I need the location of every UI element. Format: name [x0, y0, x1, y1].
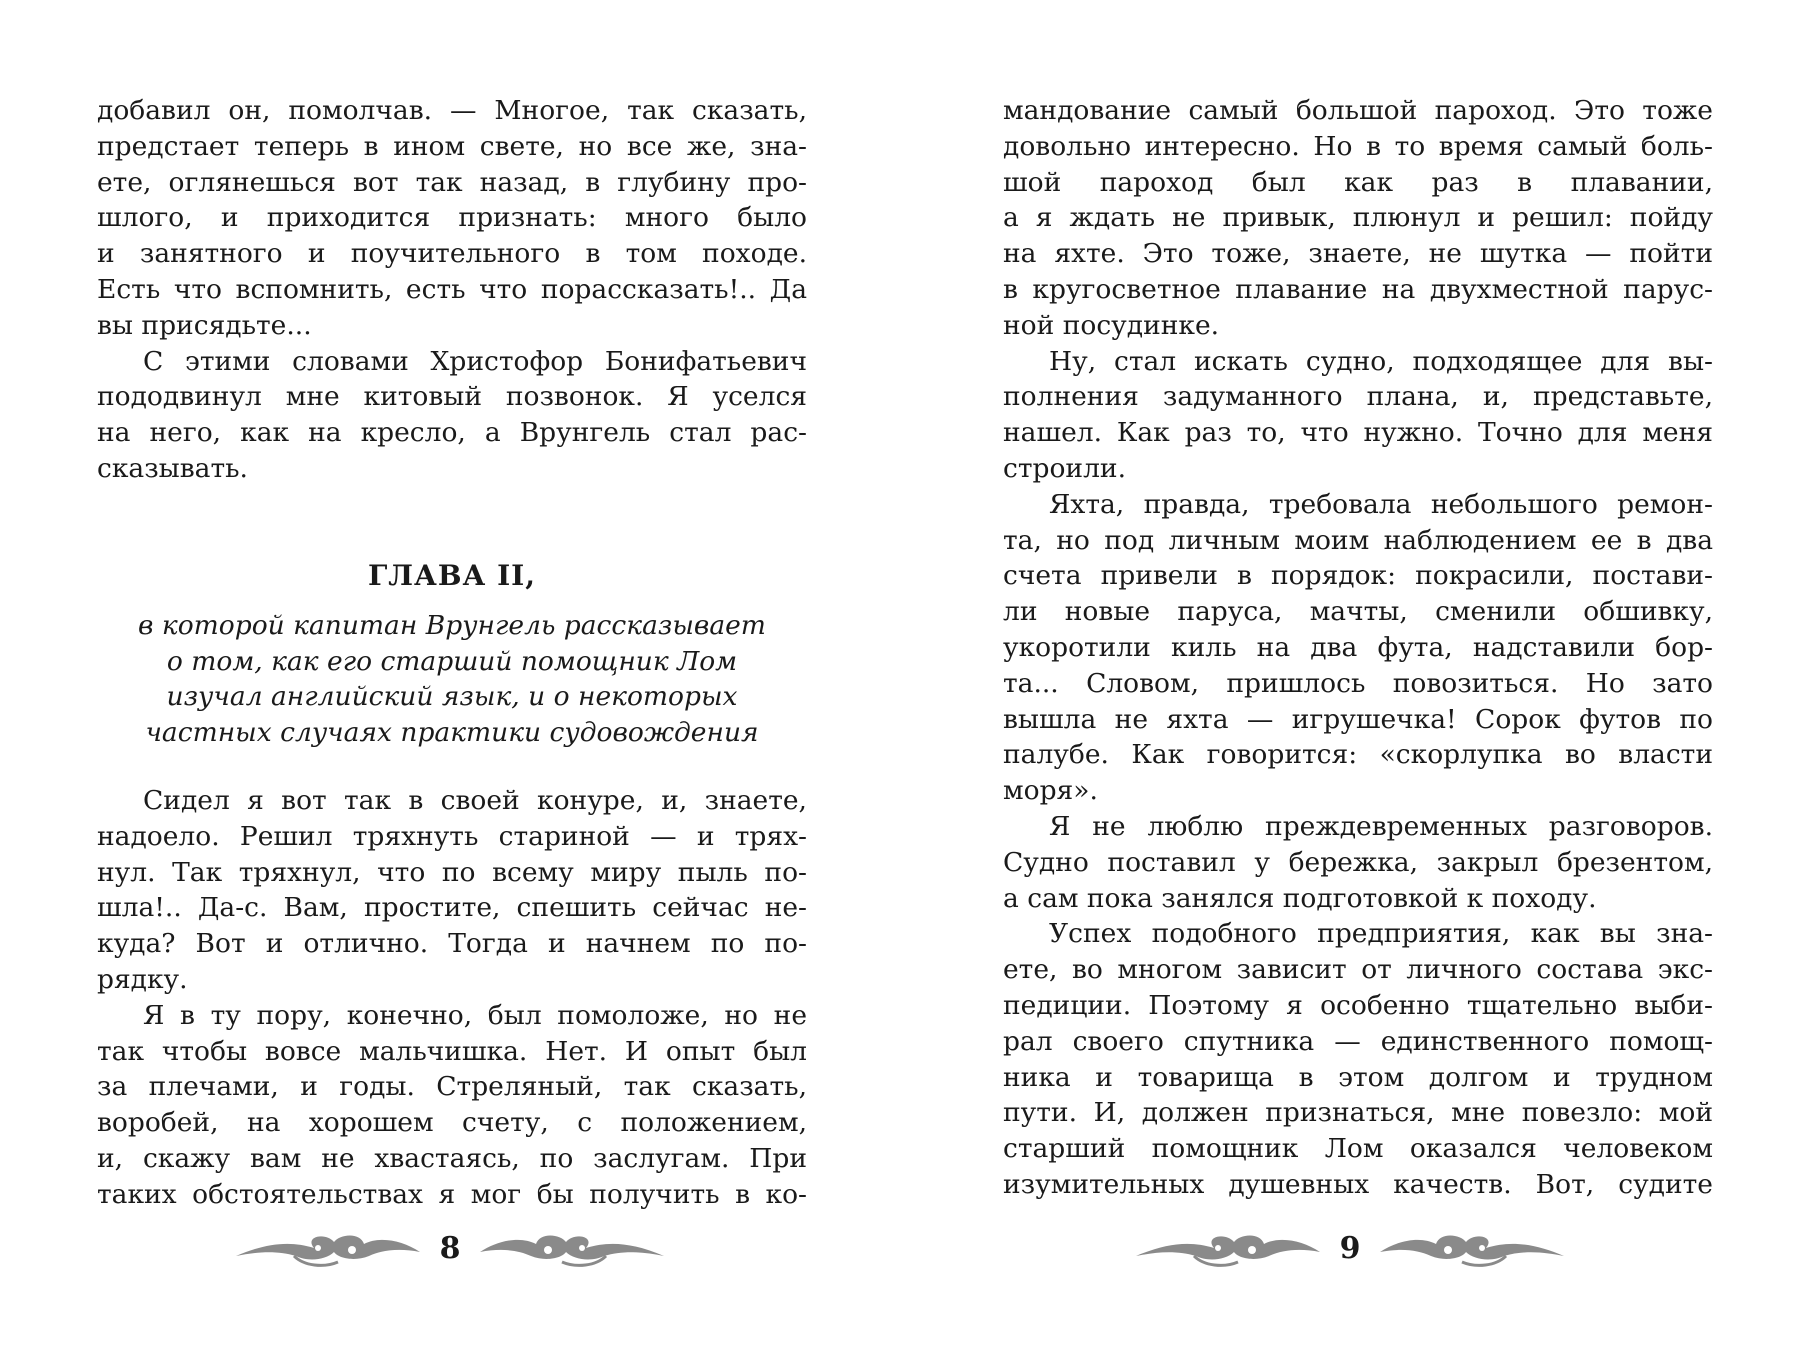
- text-line: и, скажу вам не хвастаясь, по заслугам. При: [97, 1142, 807, 1174]
- right-paragraphs: [1003, 93, 1713, 1203]
- chapter-subtitle-line: о том, как его старший помощник Лом: [166, 645, 738, 677]
- text-line: ете, во многом зависит от личного состава экс-: [1003, 954, 1713, 986]
- text-line: Успех подобного предприятия, как вы зна-: [1049, 918, 1713, 950]
- text-line: воробей, на хорошем счету, с положением,: [97, 1107, 807, 1139]
- text-line: моря».: [1003, 775, 1098, 807]
- page-number: 8: [439, 1230, 461, 1266]
- text-line: за плечами, и годы. Стреляный, так сказать,: [97, 1071, 807, 1103]
- ornament-left-icon: [234, 1226, 424, 1270]
- text-line: куда? Вот и отлично. Тогда и начнем по по-: [97, 928, 807, 960]
- text-line: шой пароход был как раз в плавании,: [1003, 166, 1713, 198]
- chapter-subtitle-line: частных случаях практики судовождения: [145, 717, 759, 749]
- text-line: на яхте. Это тоже, знаете, не шутка — пойти: [1003, 238, 1713, 270]
- text-line: Я в ту пору, конечно, был помоложе, но не: [143, 999, 807, 1031]
- text-line: Я не люблю преждевременных разговоров.: [1049, 810, 1713, 842]
- text-line: шла!.. Да-с. Вам, простите, спешить сейчас не-: [97, 892, 807, 924]
- text-line: полнения задуманного плана, и, представьте,: [1003, 381, 1713, 413]
- text-line: вышла не яхта — игрушечка! Сорок футов по: [1003, 703, 1713, 735]
- text-line: С этими словами Христофор Бонифатьевич: [143, 345, 807, 377]
- right-page-footer: [900, 1223, 1800, 1273]
- left-paragraphs-top: [97, 93, 807, 487]
- ornament-right-icon: [476, 1226, 666, 1270]
- chapter-subtitle-line: изучал английский язык, и о некоторых: [166, 681, 738, 713]
- text-line: счета привели в порядок: покрасили, постави-: [1003, 560, 1713, 592]
- text-line: Есть что вспомнить, есть что порассказать!.. Да: [97, 273, 807, 305]
- text-line: нул. Так тряхнул, что по всему миру пыль по-: [97, 856, 807, 888]
- text-line: Судно поставил у бережка, закрыл брезентом,: [1003, 846, 1713, 878]
- text-line: нашел. Как раз то, что нужно. Точно для меня: [1003, 417, 1713, 449]
- text-line: та, но под личным моим наблюдением ее в два: [1003, 524, 1713, 556]
- right-page: [900, 0, 1800, 1349]
- text-line: та... Словом, пришлось повозиться. Но зато: [1003, 667, 1713, 699]
- text-line: довольно интересно. Но в то время самый боль-: [1003, 130, 1713, 162]
- text-line: ете, оглянешься вот так назад, в глубину про-: [97, 166, 807, 198]
- text-line: надоело. Решил тряхнуть стариной — и трях-: [97, 820, 807, 852]
- text-line: палубе. Как говорится: «скорлупка во власти: [1003, 739, 1713, 771]
- text-line: добавил он, помолчав. — Многое, так сказать,: [97, 95, 807, 126]
- text-line: ника и товарища в этом долгом и трудном: [1003, 1061, 1713, 1093]
- text-line: старший помощник Лом оказался человеком: [1003, 1133, 1713, 1165]
- chapter-title: ГЛАВА II,: [367, 558, 537, 592]
- text-line: рядку.: [97, 963, 188, 995]
- left-text-column: [97, 93, 807, 1213]
- text-line: а сам пока занялся подготовкой к походу.: [1003, 882, 1597, 914]
- left-paragraphs-bottom: [97, 783, 807, 1213]
- page-number: 9: [1339, 1230, 1361, 1266]
- text-line: предстает теперь в ином свете, но все же, зна-: [97, 130, 807, 162]
- chapter-subtitle: [97, 608, 807, 751]
- text-line: изумительных душевных качеств. Вот, судите: [1003, 1168, 1713, 1200]
- text-line: строили.: [1003, 452, 1127, 484]
- text-line: пододвинул мне китовый позвонок. Я уселся: [97, 381, 807, 413]
- text-line: а я ждать не привык, плюнул и решил: пойду: [1003, 202, 1713, 234]
- text-line: Ну, стал искать судно, подходящее для вы-: [1049, 345, 1713, 377]
- text-line: педиции. Поэтому я особенно тщательно выби-: [1003, 989, 1713, 1021]
- text-line: ли новые паруса, мачты, сменили обшивку,: [1003, 596, 1713, 628]
- text-line: рал своего спутника — единственного помощ-: [1003, 1025, 1713, 1057]
- text-line: пути. И, должен признаться, мне повезло: мой: [1003, 1097, 1713, 1129]
- text-line: и занятного и поучительного в том походе.: [97, 238, 807, 270]
- text-line: так чтобы вовсе мальчишка. Нет. И опыт был: [97, 1035, 807, 1067]
- text-line: Яхта, правда, требовала небольшого ремон-: [1049, 488, 1713, 520]
- left-page-footer: [0, 1223, 900, 1273]
- text-line: укоротили киль на два фута, надставили бор-: [1003, 631, 1713, 663]
- text-line: таких обстоятельствах я мог бы получить в ко-: [97, 1178, 807, 1210]
- text-line: сказывать.: [97, 452, 248, 484]
- right-text-column: [1003, 93, 1713, 1203]
- text-line: шлого, и приходится признать: много было: [97, 202, 807, 234]
- text-line: вы присядьте...: [97, 309, 312, 341]
- text-line: Сидел я вот так в своей конуре, и, знаете,: [143, 784, 807, 816]
- text-line: на него, как на кресло, а Врунгель стал рас-: [97, 417, 807, 449]
- text-line: мандование самый большой пароход. Это тоже: [1003, 95, 1713, 126]
- ornament-right-icon: [1376, 1226, 1566, 1270]
- ornament-left-icon: [1134, 1226, 1324, 1270]
- text-line: в кругосветное плавание на двухместной парус-: [1003, 273, 1713, 305]
- text-line: ной посудинке.: [1003, 309, 1220, 341]
- chapter-subtitle-line: в которой капитан Врунгель рассказывает: [138, 609, 766, 641]
